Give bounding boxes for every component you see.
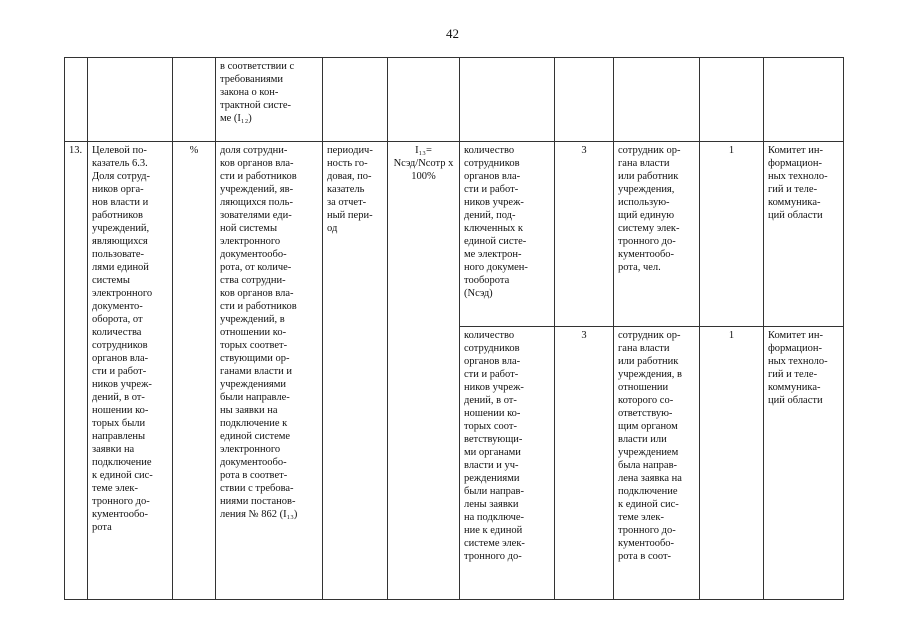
cell-empty (88, 58, 173, 142)
cell-empty (65, 58, 88, 142)
cell-basic-indicator: количество сотрудников органов вла- сти и работ- ников учреж- дений, в от- ношении ко- торых соот- ветствующи- ми органами власти и уч- реждениями были направ- лены заявки на подключе- ние к единой системе элек- тронного до- (460, 327, 555, 600)
cell-periodicity: периодич- ность го- довая, по- казатель за отчет- ный пери- од (323, 142, 388, 600)
cell-basic-indicator: количество сотрудников органов вла- сти и работ- ников учреж- дений, под- ключенных к единой систе- ме электрон- ного докумен- тооборота (Nсэд) (460, 142, 555, 327)
cell-empty (460, 58, 555, 142)
cell-empty (764, 58, 844, 142)
cell-empty (614, 58, 700, 142)
table-row-13a (65, 142, 844, 327)
cell-empty (555, 58, 614, 142)
cell-empty (388, 58, 460, 142)
cell-code: 3 (555, 142, 614, 327)
cell-number: 1 (700, 142, 764, 327)
cell-unit-description: сотрудник ор- гана власти или работник учреждения, в отношении которого со- ответствую- щим органом власти или учреждением была направ- лена заявка на подключение к единой сис- теме элек- тронного до- кументообо- рота в соот- (614, 327, 700, 600)
cell-legal-text: в соответствии с требованиями закона о кон- трактной систе- ме (I₁₂) (216, 58, 323, 142)
cell-row-number: 13. (65, 142, 88, 600)
cell-responsible: Комитет ин- формацион- ных техноло- гий и теле- коммуника- ций области (764, 327, 844, 600)
table-row-continuation (65, 58, 844, 142)
cell-unit: % (173, 142, 216, 600)
cell-empty (323, 58, 388, 142)
cell-indicator-name: Целевой по- казатель 6.3. Доля сотруд- ников орга- нов власти и работников учреждений, являющихся пользовате- лями единой системы электронного документо- оборота, от количества сотрудников органов вла- сти и работ- ников учреж- дений, в от- ношении ко- торых были направлены заявки на подключение к единой сис- теме элек- тронного до- кументообо- рота (88, 142, 173, 600)
indicator-table (64, 57, 844, 600)
cell-empty (173, 58, 216, 142)
cell-formula: I₁₃= Nсэд/Nсотр x 100% (388, 142, 460, 600)
cell-number: 1 (700, 327, 764, 600)
cell-empty (700, 58, 764, 142)
cell-responsible: Комитет ин- формацион- ных техноло- гий и теле- коммуника- ций области (764, 142, 844, 327)
page-number: 42 (446, 26, 459, 41)
cell-definition: доля сотрудни- ков органов вла- сти и работников учреждений, яв- ляющихся поль- зователями еди- ной системы электронного документообо- рота, от количе- ства сотрудни- ков органов вла- сти и работников учреждений, в отношении ко- торых соответ- ствующими ор- ганами власти и учреждениями были направле- ны заявки на подключение к единой системе электронного документообо- рота в соответ- ствии с требова- ниями постанов- ления № 862 (I₁₃) (216, 142, 323, 600)
cell-code: 3 (555, 327, 614, 600)
cell-unit-description: сотрудник ор- гана власти или работник учреждения, использую- щий единую систему элек- тронного до- кументообо- рота, чел. (614, 142, 700, 327)
